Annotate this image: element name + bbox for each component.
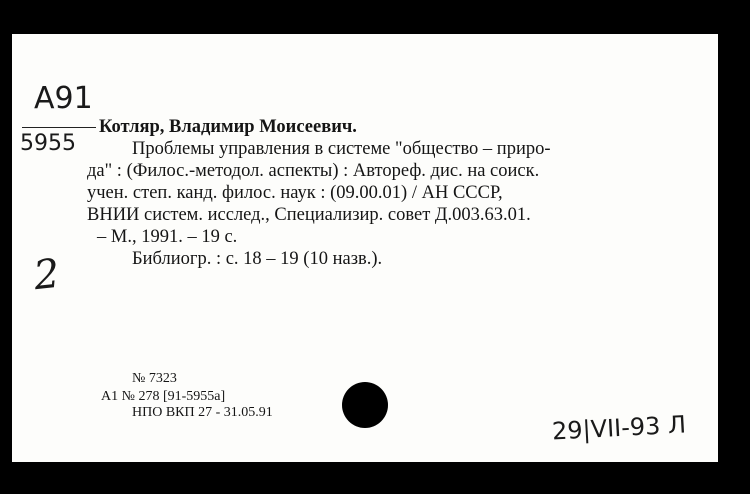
description-line: учен. степ. канд. филос. наук : (09.00.01) / АН СССР, <box>87 183 503 203</box>
bibliography-line: Библиогр. : с. 18 – 19 (10 назв.). <box>132 249 383 269</box>
description-line: – М., 1991. – 19 с. <box>97 227 238 247</box>
inventory-number: А1 № 278 [91-5955а] <box>101 389 226 404</box>
shelf-mark-top: A91 <box>34 81 93 116</box>
publisher-note: НПО ВКП 27 - 31.05.91 <box>132 405 273 420</box>
stamp-dot <box>342 382 388 428</box>
handwritten-date: 29|VII-93 Л <box>551 410 687 446</box>
margin-mark: 2 <box>31 250 62 300</box>
author-heading: Котляр, Владимир Моисеевич. <box>99 117 357 137</box>
description-line: ВНИИ систем. исслед., Специализир. совет Д.003.63.01. <box>87 205 531 225</box>
shelf-mark-divider <box>22 127 96 128</box>
catalog-card <box>12 34 718 462</box>
shelf-mark-bottom: 5955 <box>20 131 76 156</box>
description-line: да" : (Филос.-методол. аспекты) : Автореф. дис. на соиск. <box>87 161 540 181</box>
description-line: Проблемы управления в системе "общество – приро- <box>132 139 551 159</box>
accession-number: № 7323 <box>132 371 177 386</box>
